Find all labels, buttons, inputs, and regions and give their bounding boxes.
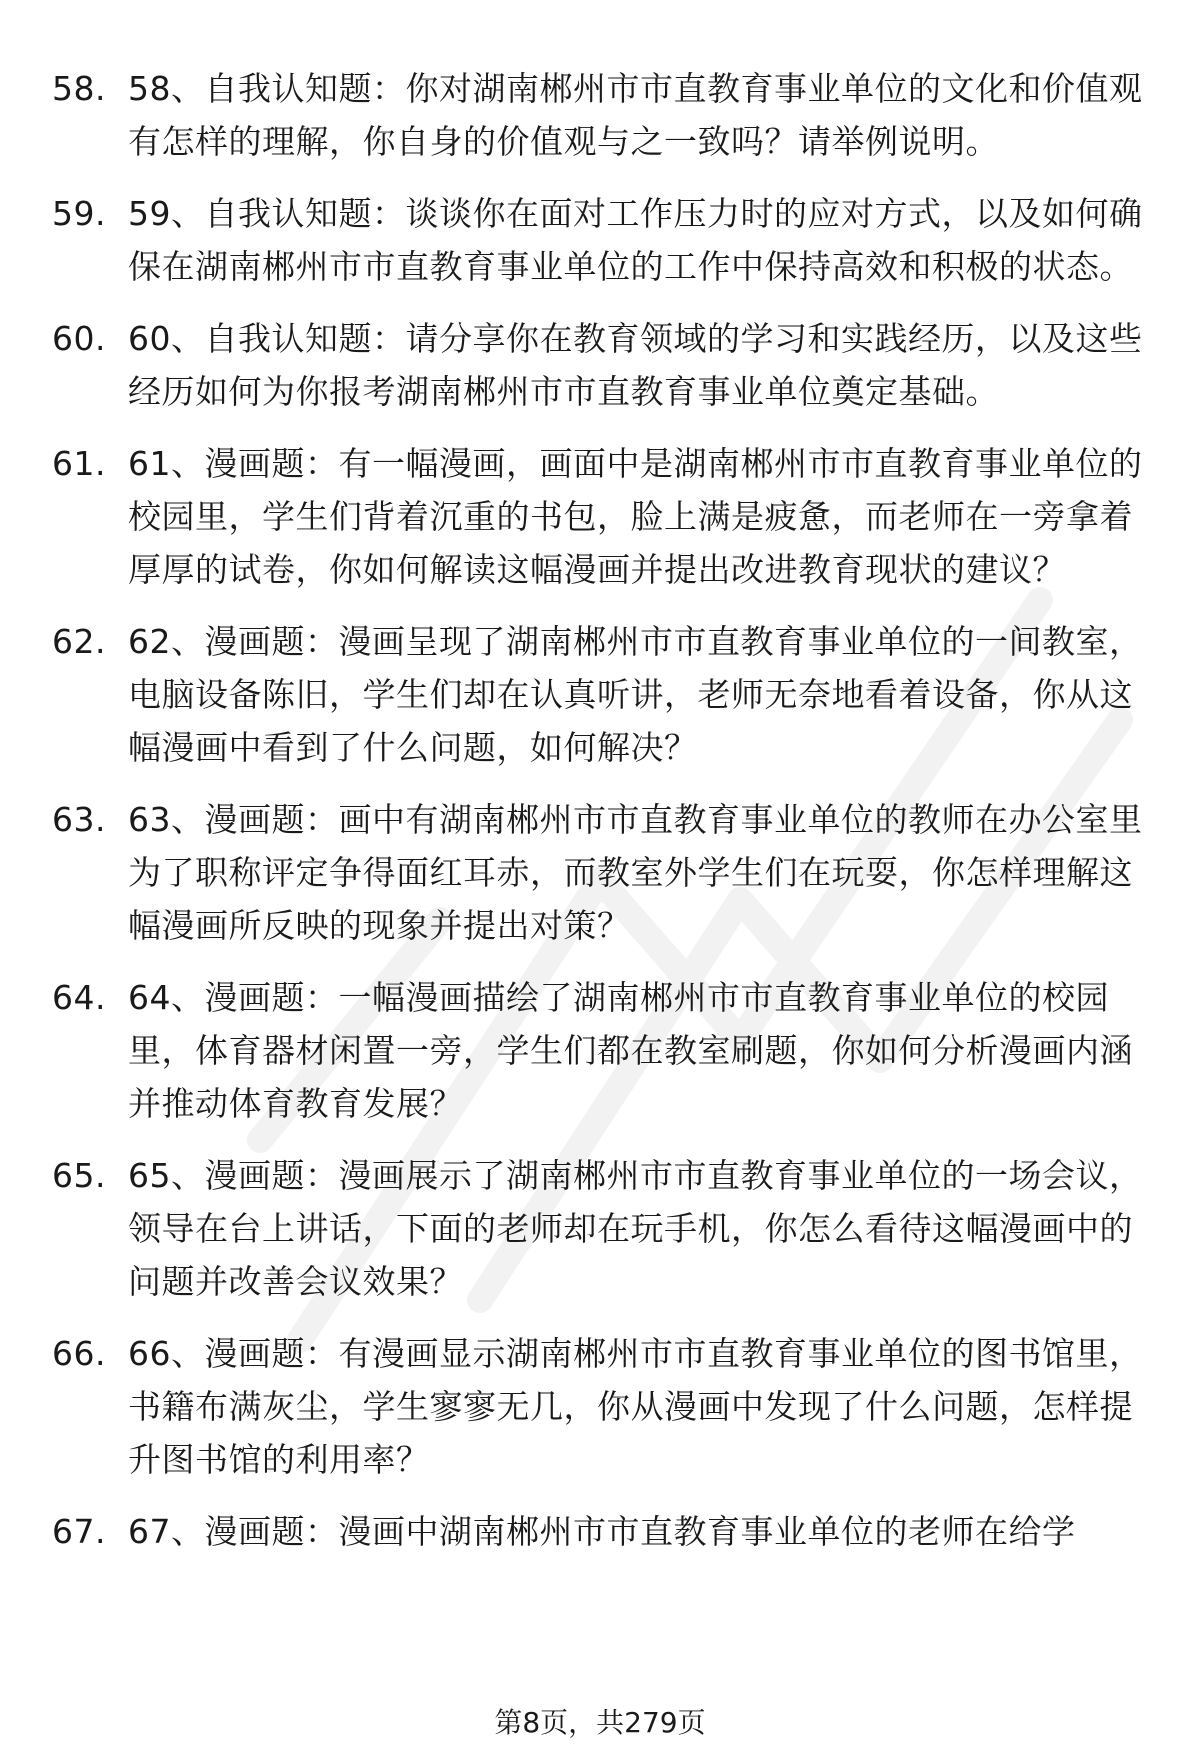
question-number: 60. [52,319,106,358]
question-number: 61. [52,444,106,483]
question-text: 60、自我认知题：请分享你在教育领域的学习和实践经历，以及这些经历如何为你报考湖南郴州市市直教育事业单位奠定基础。 [128,319,1143,411]
question-item-65 [0,1149,1200,1308]
question-text: 58、自我认知题：你对湖南郴州市市直教育事业单位的文化和价值观有怎样的理解，你自身的价值观与之一致吗？请举例说明。 [128,69,1143,161]
question-text: 66、漫画题：有漫画显示湖南郴州市市直教育事业单位的图书馆里，书籍布满灰尘，学生寥寥无几，你从漫画中发现了什么问题，怎样提升图书馆的利用率？ [128,1334,1143,1479]
question-text: 63、漫画题：画中有湖南郴州市市直教育事业单位的教师在办公室里为了职称评定争得面红耳赤，而教室外学生们在玩耍，你怎样理解这幅漫画所反映的现象并提出对策？ [128,800,1143,945]
question-item-62 [0,615,1200,774]
question-item-58 [0,62,1200,168]
question-list [0,62,1200,1577]
question-number: 65. [52,1156,106,1195]
question-item-59 [0,187,1200,293]
question-text: 67、漫画题：漫画中湖南郴州市市直教育事业单位的老师在给学 [128,1512,1076,1551]
question-item-67 [0,1505,1200,1558]
question-item-61 [0,437,1200,596]
question-number: 63. [52,800,106,839]
question-number: 62. [52,622,106,661]
question-item-60 [0,312,1200,418]
page-number-label: 第8页，共279页 [494,1706,706,1739]
question-item-64 [0,971,1200,1130]
page-footer [0,1705,1200,1741]
question-text: 65、漫画题：漫画展示了湖南郴州市市直教育事业单位的一场会议，领导在台上讲话，下面的老师却在玩手机，你怎么看待这幅漫画中的问题并改善会议效果？ [128,1156,1143,1301]
question-text: 59、自我认知题：谈谈你在面对工作压力时的应对方式，以及如何确保在湖南郴州市市直教育事业单位的工作中保持高效和积极的状态。 [128,194,1143,286]
question-text: 61、漫画题：有一幅漫画，画面中是湖南郴州市市直教育事业单位的校园里，学生们背着沉重的书包，脸上满是疲惫，而老师在一旁拿着厚厚的试卷，你如何解读这幅漫画并提出改进教育现状的建议？ [128,444,1143,589]
question-number: 64. [52,978,106,1017]
question-item-63 [0,793,1200,952]
question-number: 67. [52,1512,106,1551]
question-number: 58. [52,69,106,108]
question-number: 59. [52,194,106,233]
question-number: 66. [52,1334,106,1373]
question-text: 62、漫画题：漫画呈现了湖南郴州市市直教育事业单位的一间教室，电脑设备陈旧，学生们却在认真听讲，老师无奈地看着设备，你从这幅漫画中看到了什么问题，如何解决？ [128,622,1143,767]
question-item-66 [0,1327,1200,1486]
question-text: 64、漫画题：一幅漫画描绘了湖南郴州市市直教育事业单位的校园里，体育器材闲置一旁，学生们都在教室刷题，你如何分析漫画内涵并推动体育教育发展？ [128,978,1133,1123]
